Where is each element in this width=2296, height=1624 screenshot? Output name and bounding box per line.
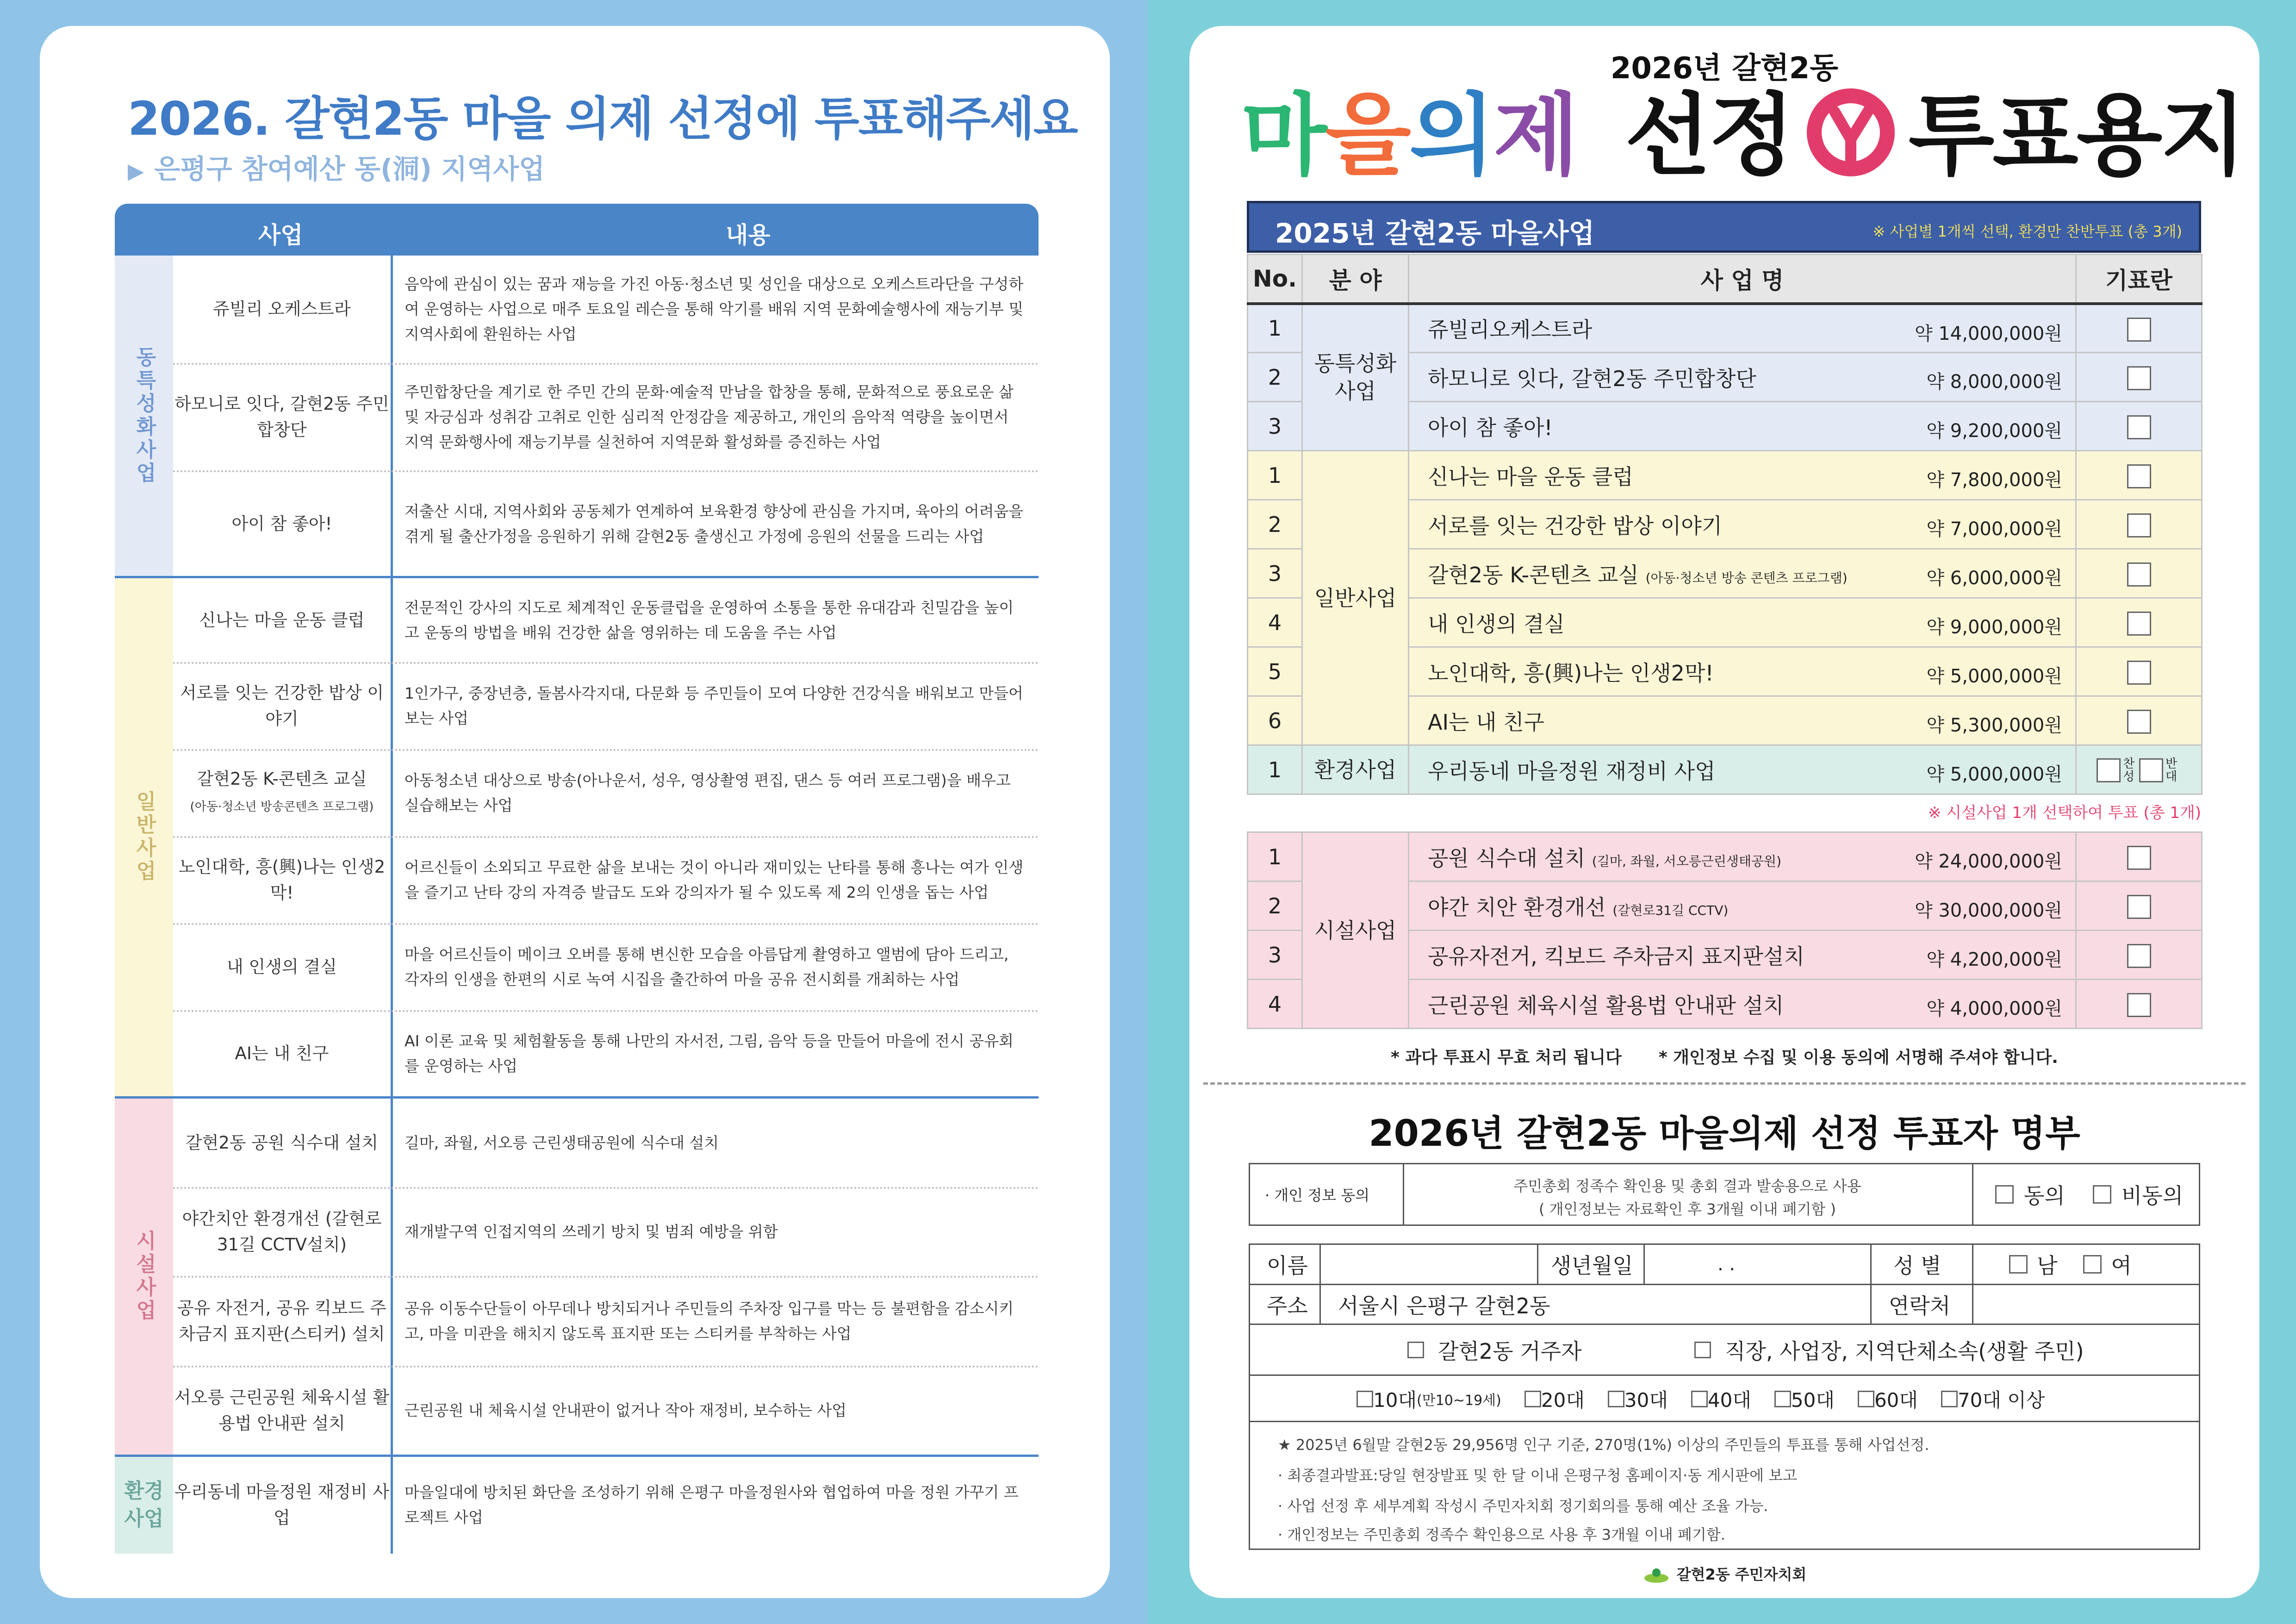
- vote-checkbox[interactable]: [2127, 993, 2151, 1017]
- address-field[interactable]: 서울시 은평구 갈현2동: [1338, 1293, 1550, 1318]
- ballot-row: 1 일반사업 신나는 마을 운동 클럽 약 7,800,000원: [1248, 451, 2202, 500]
- ballot-table: [1247, 254, 2203, 795]
- header-vote: 기표란: [2076, 255, 2202, 304]
- table-row: 쥬빌리 오케스트라 음악에 관심이 있는 꿈과 재능을 가진 아동·청소년 및 성인을 대상으로 오케스트라단을 구성하여 운영하는 사업으로 매주 토요일 레슨을 통해 악기를 배워 지역 문화예술행사에 재능기부 및 지역사회에 환원하는 사업: [213, 275, 1024, 343]
- ballot-section-bar: 2025년 갈현2동 마을사업 ※ 사업별 1개씩 선택, 환경만 찬반투표 (총 3개): [1247, 201, 2201, 253]
- vote-checkbox[interactable]: [2127, 366, 2151, 390]
- ballot-title: 마을의제 선정 투표용지: [1241, 84, 2245, 187]
- worker-checkbox[interactable]: [1694, 1342, 1711, 1358]
- ballot-row: 3 갈현2동 K-콘텐츠 교실 (아동·청소년 방송 콘텐츠 프로그램) 약 6,000,000원: [1248, 549, 2202, 598]
- disagree-checkbox[interactable]: [2093, 1185, 2111, 1204]
- project-description-panel: [40, 26, 1110, 1598]
- table-row: 서오릉 근린공원 체육시설 활용법 안내판 설치 근린공원 내 체육시설 안내판이 없거나 작아 재정비, 보수하는 사업: [174, 1387, 847, 1433]
- table-header: [115, 204, 1039, 256]
- vote-checkbox[interactable]: [2127, 846, 2151, 870]
- resident-checkbox[interactable]: [1407, 1342, 1424, 1358]
- group-special: 동특성화사업: [115, 256, 173, 576]
- vote-yes-checkbox[interactable]: [2097, 758, 2121, 782]
- ballot-panel: [1189, 26, 2259, 1598]
- age-checkbox[interactable]: [1774, 1391, 1791, 1407]
- male-checkbox[interactable]: [2009, 1255, 2028, 1274]
- ballot-row: 2 하모니로 잇다, 갈현2동 주민합창단 약 8,000,000원: [1248, 353, 2202, 402]
- ballot-row: 1 환경사업 우리동네 마을정원 재정비 사업 약 5,000,000원 찬성반대: [1248, 745, 2202, 794]
- table-row: 갈현2동 K-콘텐츠 교실 (아동·청소년 방송콘텐츠 프로그램) 아동청소년 대상으로 방송(아나운서, 성우, 영상촬영 편집, 댄스 등 여러 프로그램)을 배우고 실습해보는 사업: [190, 769, 1011, 814]
- age-checkbox[interactable]: [1524, 1391, 1541, 1407]
- age-checkbox[interactable]: [1691, 1391, 1708, 1407]
- project-table: [115, 204, 1039, 1554]
- ballot-row: 5 노인대학, 흥(興)나는 인생2막! 약 5,000,000원: [1248, 647, 2202, 696]
- triangle-icon: ▶: [128, 158, 144, 183]
- register-title: 2026년 갈현2동 마을의제 선정 투표자 명부: [1369, 1113, 2080, 1155]
- age-options: 10대 (만10~19세) 20대 30대 40대 50대 60대 70대 이상: [1356, 1376, 2045, 1422]
- age-checkbox[interactable]: [1608, 1391, 1624, 1407]
- ballot-row: 6 AI는 내 친구 약 5,300,000원: [1248, 696, 2202, 745]
- category-env: 환경사업: [1302, 745, 1409, 794]
- category-facility: 시설사업: [1302, 832, 1409, 1029]
- header-project: 사업: [258, 222, 303, 249]
- ballot-row: 4 내 인생의 결실 약 9,000,000원: [1248, 598, 2202, 647]
- table-row: 서로를 잇는 건강한 밥상 이야기 1인가구, 중장년층, 돌봄사각지대, 다문화 등 주민들이 모여 다양한 건강식을 배워보고 만들어보는 사업: [180, 683, 1023, 729]
- group-general: 일반사업: [115, 578, 173, 1096]
- footer: 갈현2동 주민자치회: [1189, 1563, 2259, 1585]
- ballot-row: 3 공유자전거, 킥보드 주차금지 표지판설치 약 4,200,000원: [1248, 931, 2202, 980]
- name-field[interactable]: [1322, 1248, 1535, 1281]
- page-subtitle: [128, 147, 545, 186]
- vote-checkbox[interactable]: [2127, 661, 2151, 685]
- table-row: 내 인생의 결실 마을 어르신들이 메이크 오버를 통해 변신한 모습을 아름답게 촬영하고 앨범에 담아 드리고, 각자의 인생을 한편의 시로 녹여 시집을 출간하여 마을 공유 전시회를 개최하는 사업: [227, 945, 1009, 988]
- birth-field[interactable]: . .: [1717, 1254, 1736, 1275]
- table-row: 우리동네 마을정원 재정비 사업 마을일대에 방치된 화단을 조성하기 위해 은평구 마을정원사와 협업하여 마을 정원 가꾸기 프로젝트 사업: [174, 1482, 1019, 1528]
- table-row: 하모니로 잇다, 갈현2동 주민합창단 주민합창단을 계기로 한 주민 간의 문화·예술적 만남을 합창을 통해, 문화적으로 풍요로운 삶 및 자긍심과 성취감 고취로 인한 심리적 안정감을 제공하고, 개인의 음악적 역량을 높이면서 지역 문화행사에 재능기부를 실천하여 지역문화 활성화를 증진하는 사업: [174, 383, 1014, 451]
- vote-no-checkbox[interactable]: [2139, 758, 2163, 782]
- vote-checkbox[interactable]: [2127, 464, 2151, 488]
- table-row: AI는 내 친구 AI 이론 교육 및 체험활동을 통해 나만의 자서전, 그림, 음악 등을 만들어 마을에 전시 공유회를 운영하는 사업: [235, 1032, 1014, 1075]
- group-environment: 환경사업: [115, 1456, 173, 1554]
- vote-checkbox[interactable]: [2127, 513, 2151, 537]
- cut-line: [1203, 1082, 2246, 1085]
- section-divider: [115, 576, 1039, 578]
- age-checkbox[interactable]: [1356, 1391, 1373, 1407]
- female-checkbox[interactable]: [2083, 1255, 2102, 1274]
- vote-checkbox[interactable]: [2127, 612, 2151, 636]
- age-checkbox[interactable]: [1858, 1391, 1874, 1407]
- facility-note: ※ 시설사업 1개 선택하여 투표 (총 1개): [1928, 804, 2201, 822]
- table-row: 노인대학, 흥(興)나는 인생2막! 어르신들이 소외되고 무료한 삶을 보내는 것이 아니라 재미있는 난타를 통해 흥나는 여가 인생을 즐기고 난타 강의 자격증 발급도 도와 강의자가 될 수 있도록 제 2의 인생을 돕는 사업: [178, 857, 1024, 903]
- agree-checkbox[interactable]: [1995, 1185, 2014, 1204]
- header-field: 분 야: [1302, 255, 1409, 304]
- vote-checkbox[interactable]: [2127, 710, 2151, 734]
- header-name: 사 업 명: [1409, 255, 2076, 304]
- table-row: 신나는 마을 운동 클럽 전문적인 강사의 지도로 체계적인 운동클럽을 운영하여 소통을 통한 유대감과 친밀감을 높이고 운동의 방법을 배워 건강한 삶을 영위하는 데 도움을 주는 사업: [199, 599, 1014, 642]
- ballot-row: 3 아이 참 좋아! 약 9,200,000원: [1248, 402, 2202, 451]
- vote-checkbox[interactable]: [2127, 895, 2151, 919]
- vote-checkbox[interactable]: [2127, 944, 2151, 968]
- notes-box: ★ 2025년 6월말 갈현2동 29,956명 인구 기준, 270명(1%) 이상의 주민들의 투표를 통해 사업선정. · 최종결과발표:당일 현장발표 및 한 달 이내 은평구청 홈페이지·동 게시판에 보고 · 사업 선정 후 세부계획 작성시 주민자치회 정기회의를 통해 예산 조율 가능. · 개인정보는 주민총회 정족수 확인용으로 사용 후 3개월 이내 폐기함.: [1249, 1422, 2200, 1550]
- vote-stamp-icon: [1807, 88, 1895, 176]
- category-general: 일반사업: [1302, 451, 1409, 745]
- ballot-year: 2026년 갈현2동: [1610, 51, 1839, 86]
- table-row: 야간치안 환경개선 (갈현로31길 CCTV설치) 재개발구역 인접지역의 쓰레기 방치 및 범죄 예방을 위함: [182, 1209, 778, 1255]
- table-row: 공유 자전거, 공유 킥보드 주차금지 표지판(스티커) 설치 공유 이동수단들이 아무데나 방치되거나 주민들의 주차장 입구를 막는 등 불편함을 감소시키고, 마을 미관을 해치지 않도록 표지판 또는 스티커를 부착하는 사업: [177, 1298, 1014, 1344]
- category-special: 동특성화 사업: [1302, 304, 1409, 451]
- voter-info-form: 이름 생년월일 . . 성 별 남 여 주소 서울시 은평구 갈현2동 연락처 갈현2동 거주자 직장, 사업장, 지역단체소속(생활 주민) 10대 (만10~19세) 20대 30대 40대 50대 60대 70대 이상: [1249, 1243, 2200, 1422]
- section-divider: [115, 1096, 1039, 1099]
- group-facility: 시설사업: [115, 1098, 173, 1455]
- ballot-row: 2 서로를 잇는 건강한 밥상 이야기 약 7,000,000원: [1248, 500, 2202, 549]
- organization-logo-icon: [1643, 1566, 1670, 1585]
- page-title: 2026. 갈현2동 마을 의제 선정에 투표해주세요: [128, 92, 1077, 146]
- section-divider: [115, 1455, 1039, 1457]
- subtitle-text: 은평구 참여예산 동(洞) 지역사업: [154, 153, 545, 185]
- header-no: No.: [1248, 255, 1302, 304]
- ballot-row: 4 근린공원 체육시설 활용법 안내판 설치 약 4,000,000원: [1248, 980, 2202, 1029]
- header-content: 내용: [726, 222, 771, 249]
- contact-field[interactable]: [1975, 1287, 2197, 1321]
- ballot-row: 1 시설사업 공원 식수대 설치 (길마, 좌월, 서오릉근린생태공원) 약 24,000,000원: [1248, 832, 2202, 881]
- table-row: 아이 참 좋아! 저출산 시대, 지역사회와 공동체가 연계하여 보육환경 향상에 관심을 가지며, 육아의 어려움을 겪게 될 출산가정을 응원하기 위해 갈현2동 출생신고 가정에 응원의 선물을 드리는 사업: [231, 502, 1024, 545]
- ballot-row: 1 동특성화 사업 쥬빌리오케스트라 약 14,000,000원: [1248, 304, 2202, 353]
- ballot-row: 2 야간 치안 환경개선 (갈현로31길 CCTV) 약 30,000,000원: [1248, 881, 2202, 931]
- vote-checkbox[interactable]: [2127, 415, 2151, 439]
- vote-checkbox[interactable]: [2127, 318, 2151, 342]
- facility-ballot-table: [1247, 831, 2203, 1029]
- vote-checkbox[interactable]: [2127, 562, 2151, 587]
- consent-row: · 개인 정보 동의 주민총회 정족수 확인용 및 총회 결과 발송용으로 사용 ( 개인정보는 자료확인 후 3개월 이내 폐기함 ) 동의 비동의: [1249, 1163, 2200, 1226]
- age-checkbox[interactable]: [1941, 1391, 1958, 1407]
- table-row: 갈현2동 공원 식수대 설치 길마, 좌월, 서오릉 근린생태공원에 식수대 설치: [185, 1133, 719, 1153]
- ballot-warnings: * 과다 투표시 무효 처리 됩니다 * 개인정보 수집 및 이용 동의에 서명해 주셔야 합니다.: [1391, 1048, 2058, 1067]
